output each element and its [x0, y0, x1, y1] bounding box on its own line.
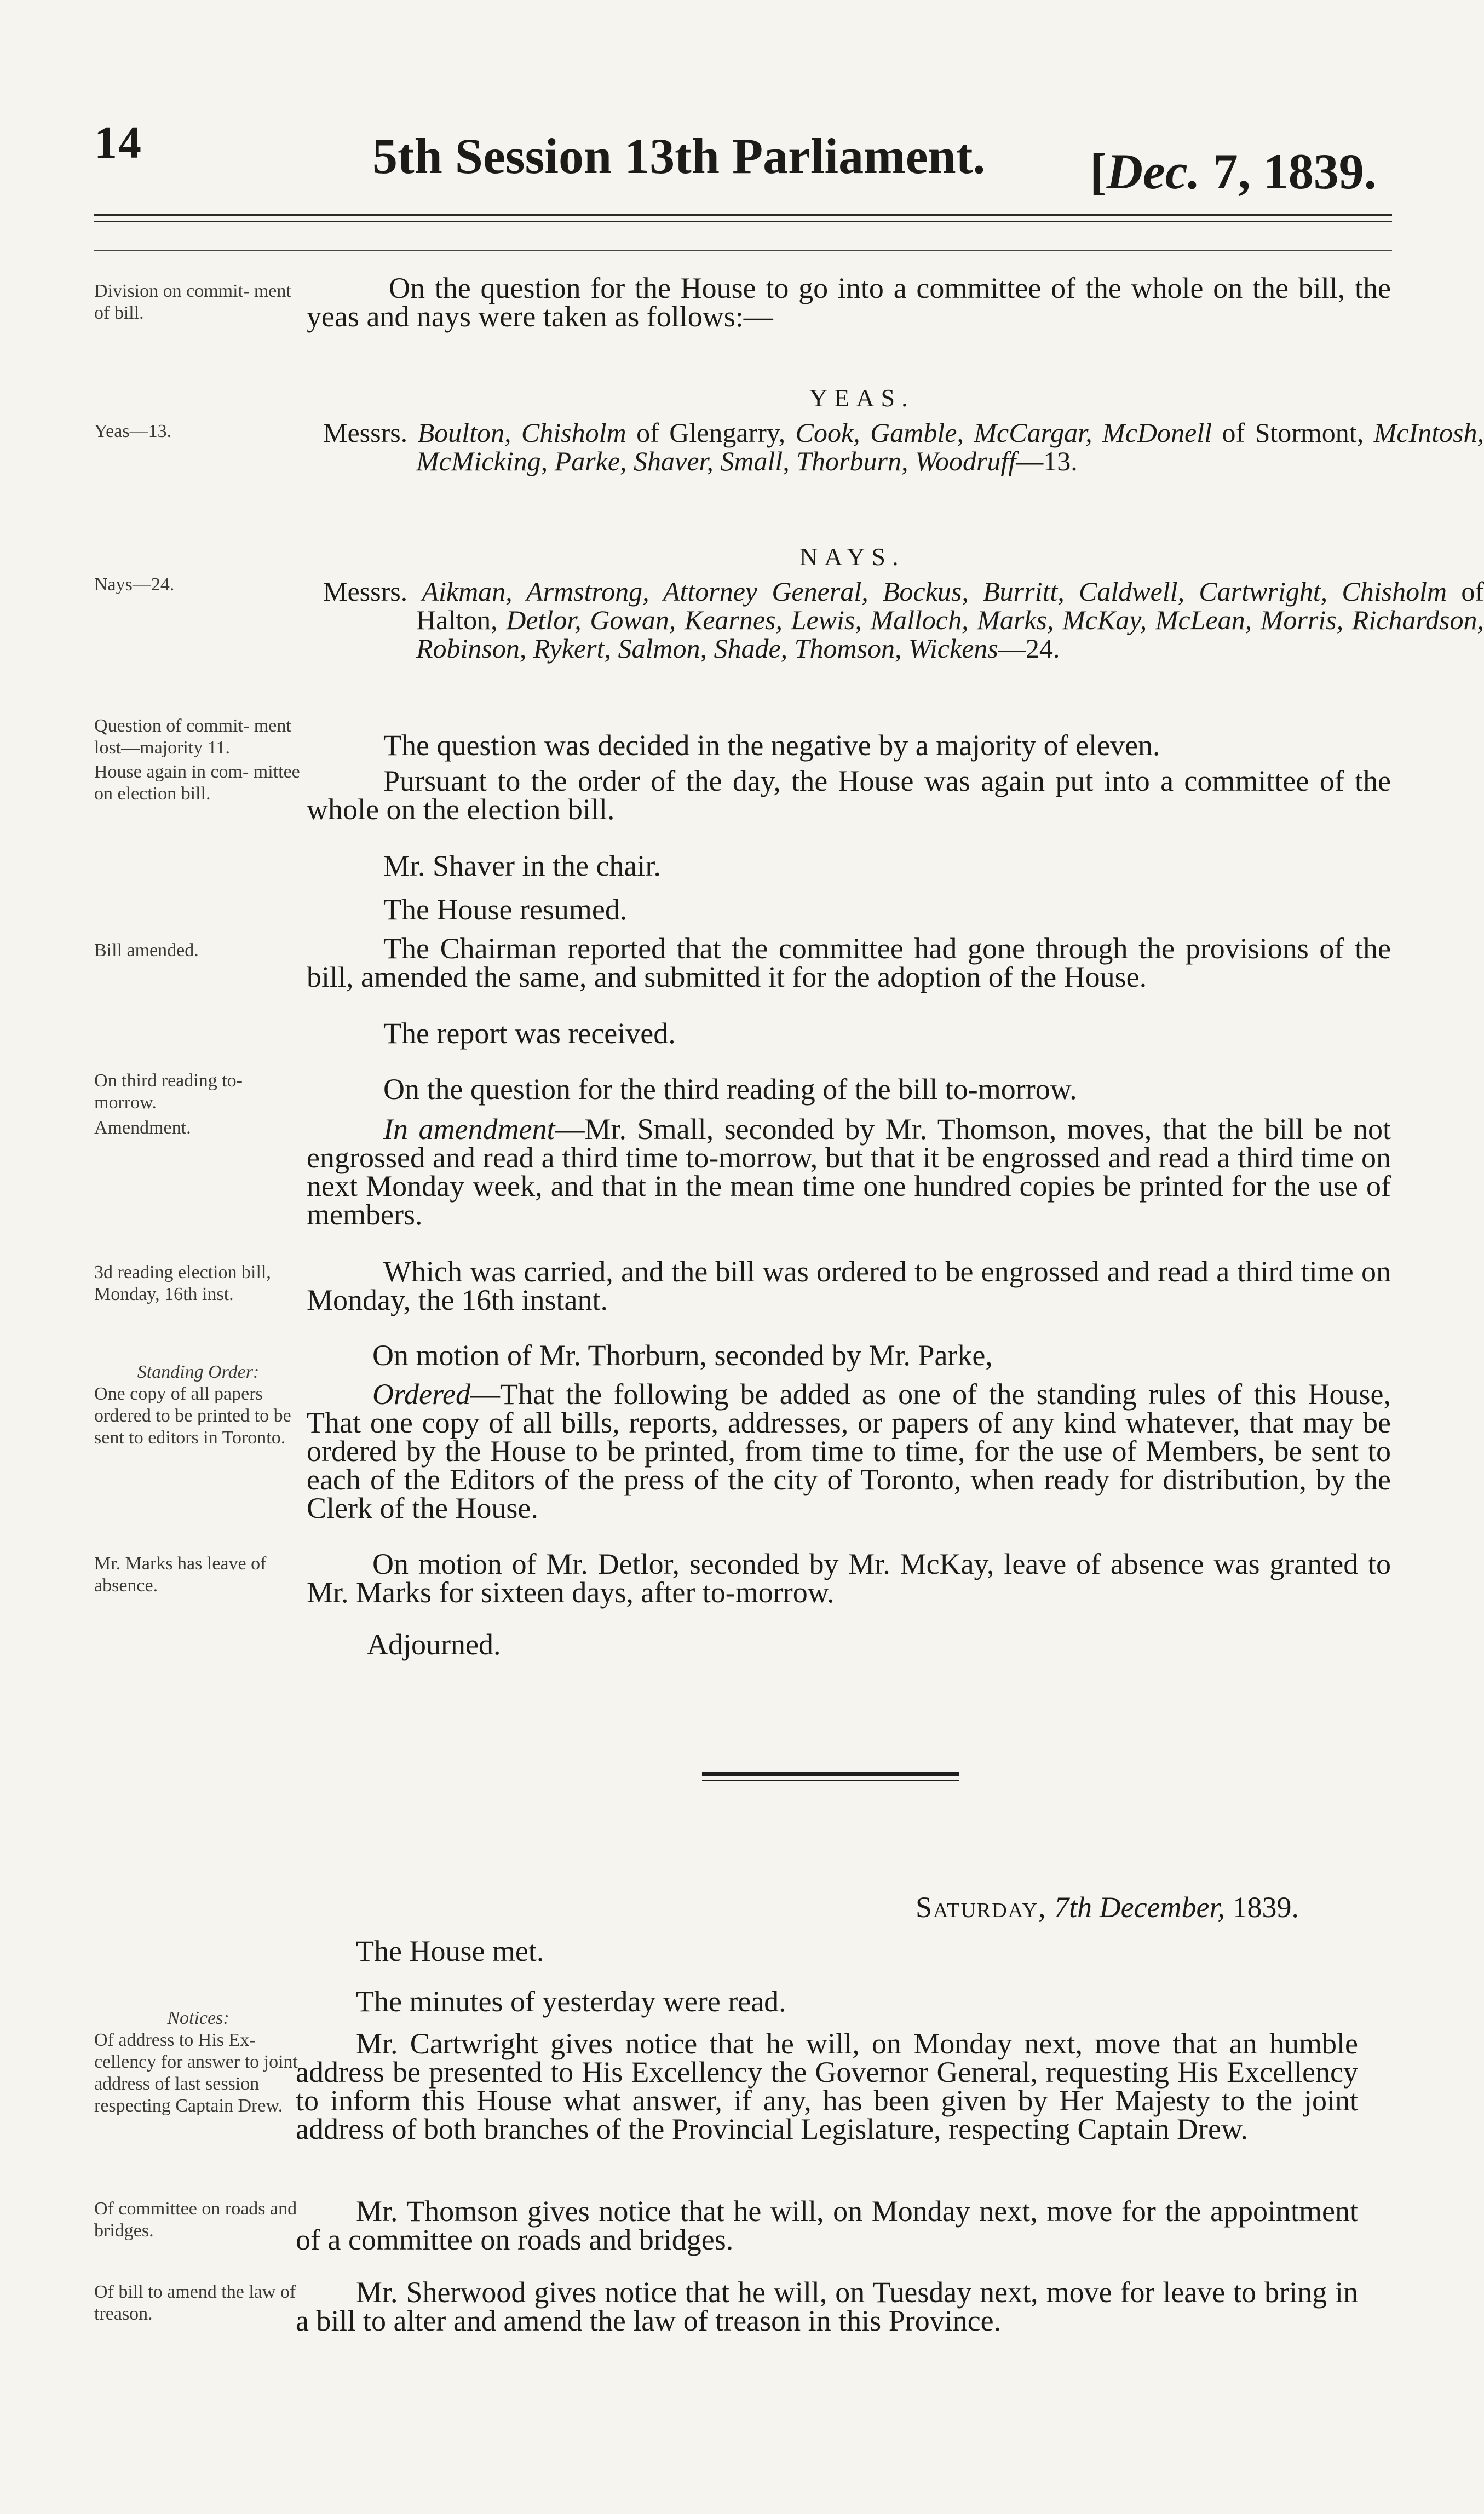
yeas-list: Messrs. Boulton, Chisholm of Glengarry, Cook, Gamble, McCargar, McDonell of Stormont, McIntosh, McMicking, Parke, Shaver, Small, Thorburn, Woodruff—13. [323, 417, 1484, 476]
section-divider-thin [702, 1780, 959, 1781]
yeas-heading: YEAS. [809, 384, 914, 412]
margin-note-committee: Of committee on roads and bridges. [94, 2199, 297, 2241]
margin-note-marks-leave: Mr. Marks has leave of absence. [94, 1554, 267, 1596]
chairman-reported-paragraph: The Chairman reported that the committee had gone through the provisions of the bill, amended the same, and submitted it for the adoption of the House. [307, 932, 1391, 993]
report-received-paragraph: The report was received. [383, 1017, 676, 1050]
division-question: On the question for the House to go into a committee of the whole on the bill, the yeas and nays were taken as follows:— [307, 272, 1391, 333]
margin-note-amendment: Amendment. [94, 1118, 191, 1138]
nays-list: Messrs. Aikman, Armstrong, Attorney General, Bockus, Burritt, Caldwell, Cartwright, Chisholm of Halton, Detlor, Gowan, Kearnes, Lewis, Malloch, Marks, McKay, McLean, Morris, Richardson, Robinson, Rykert, Salmon, Shade, Thomson, Wickens—24. [323, 576, 1484, 664]
page-title: 5th Session 13th Parliament. [372, 128, 986, 184]
notices-heading: Notices: [167, 2008, 229, 2028]
margin-note-third-reading: On third reading to- morrow. [94, 1071, 243, 1113]
house-met-paragraph: The House met. [356, 1935, 544, 1968]
header-rule-lower [94, 250, 1392, 251]
motion-detlor-paragraph: On motion of Mr. Detlor, seconded by Mr. McKay, leave of absence was granted to Mr. Marks for sixteen days, after to-morrow. [307, 1547, 1391, 1609]
carried-paragraph: Which was carried, and the bill was ordered to be engrossed and read a third time on Monday, the 16th instant. [307, 1255, 1391, 1316]
amendment-paragraph: In amendment—Mr. Small, seconded by Mr. Thomson, moves, that the bill be not engrossed and read a third time to-morrow, but that it be engrossed and read a third time on next Monday week, and that in the mean time one hundred copies be printed for the use of members. [307, 1113, 1391, 1231]
cartwright-notice-paragraph: Mr. Cartwright gives notice that he will, on Monday next, move that an humble address be presented to His Excellency the Governor General, requesting His Excellency to inform this House what answer, if any, has been given by Her Majesty to the joint address of both branches of the Provincial Legislature, respecting Captain Drew. [296, 2027, 1358, 2145]
ordered-paragraph: Ordered—That the following be added as one of the standing rules of this House, That one copy of all bills, reports, addresses, or papers of any kind whatever, that may be ordered by the House to be printed, from time to time, for the use of Members, be sent to each of the Editors of the press of the city of Toronto, when ready for distribution, by the Clerk of the House. [307, 1378, 1391, 1524]
date-bracket: [ [1090, 143, 1107, 199]
pursuant-paragraph: Pursuant to the order of the day, the House was again put into a committee of the whole on the election bill. [307, 764, 1391, 826]
margin-note-bill-amended: Bill amended. [94, 940, 199, 960]
date-month: Dec. [1106, 143, 1200, 199]
adjourned-paragraph: Adjourned. [367, 1628, 501, 1661]
minutes-read-paragraph: The minutes of yesterday were read. [356, 1985, 786, 2018]
standing-order-body: One copy of all papers ordered to be printed to be sent to editors in Toronto. [94, 1384, 291, 1448]
motion-thorburn-paragraph: On motion of Mr. Thorburn, seconded by Mr. Parke, [372, 1339, 993, 1372]
page-number: 14 [94, 117, 142, 168]
margin-note-yeas: Yeas—13. [94, 421, 172, 441]
margin-note-house-again: House again in com- mittee on election bill. [94, 762, 300, 804]
section-divider [702, 1772, 959, 1776]
header-rule [94, 214, 1392, 216]
sitting-date: Saturday, 7th December, 1839. [916, 1891, 1299, 1924]
notice-address: Of address to His Ex- cellency for answer to joint address of last session respecting Captain Drew. [94, 2030, 298, 2116]
thomson-notice-paragraph: Mr. Thomson gives notice that he will, on Monday next, move for the appointment of a committee on roads and bridges. [296, 2195, 1358, 2256]
margin-note-notices [94, 2007, 302, 2117]
decided-paragraph: The question was decided in the negative by a majority of eleven. [383, 729, 1160, 762]
header-date [1090, 142, 1377, 200]
margin-note-division: Division on commit- ment of bill. [94, 281, 291, 323]
standing-order-heading: Standing Order: [137, 1362, 260, 1382]
nays-heading: NAYS. [799, 543, 905, 571]
margin-note-standing-order [94, 1361, 302, 1449]
margin-note-treason: Of bill to amend the law of treason. [94, 2282, 296, 2324]
margin-note-question-lost: Question of commit- ment lost—majority 11. [94, 716, 291, 758]
header-rule-thin [94, 221, 1392, 222]
resumed-paragraph: The House resumed. [383, 893, 628, 926]
chair-paragraph: Mr. Shaver in the chair. [383, 849, 661, 882]
margin-note-third-reading-monday: 3d reading election bill, Monday, 16th inst. [94, 1262, 271, 1304]
date-rest: 7, 1839. [1212, 143, 1377, 199]
sherwood-notice-paragraph: Mr. Sherwood gives notice that he will, on Tuesday next, move for leave to bring in a bill to alter and amend the law of treason in this Province. [296, 2276, 1358, 2337]
margin-note-nays: Nays—24. [94, 574, 175, 595]
third-reading-paragraph: On the question for the third reading of the bill to-morrow. [383, 1073, 1077, 1106]
